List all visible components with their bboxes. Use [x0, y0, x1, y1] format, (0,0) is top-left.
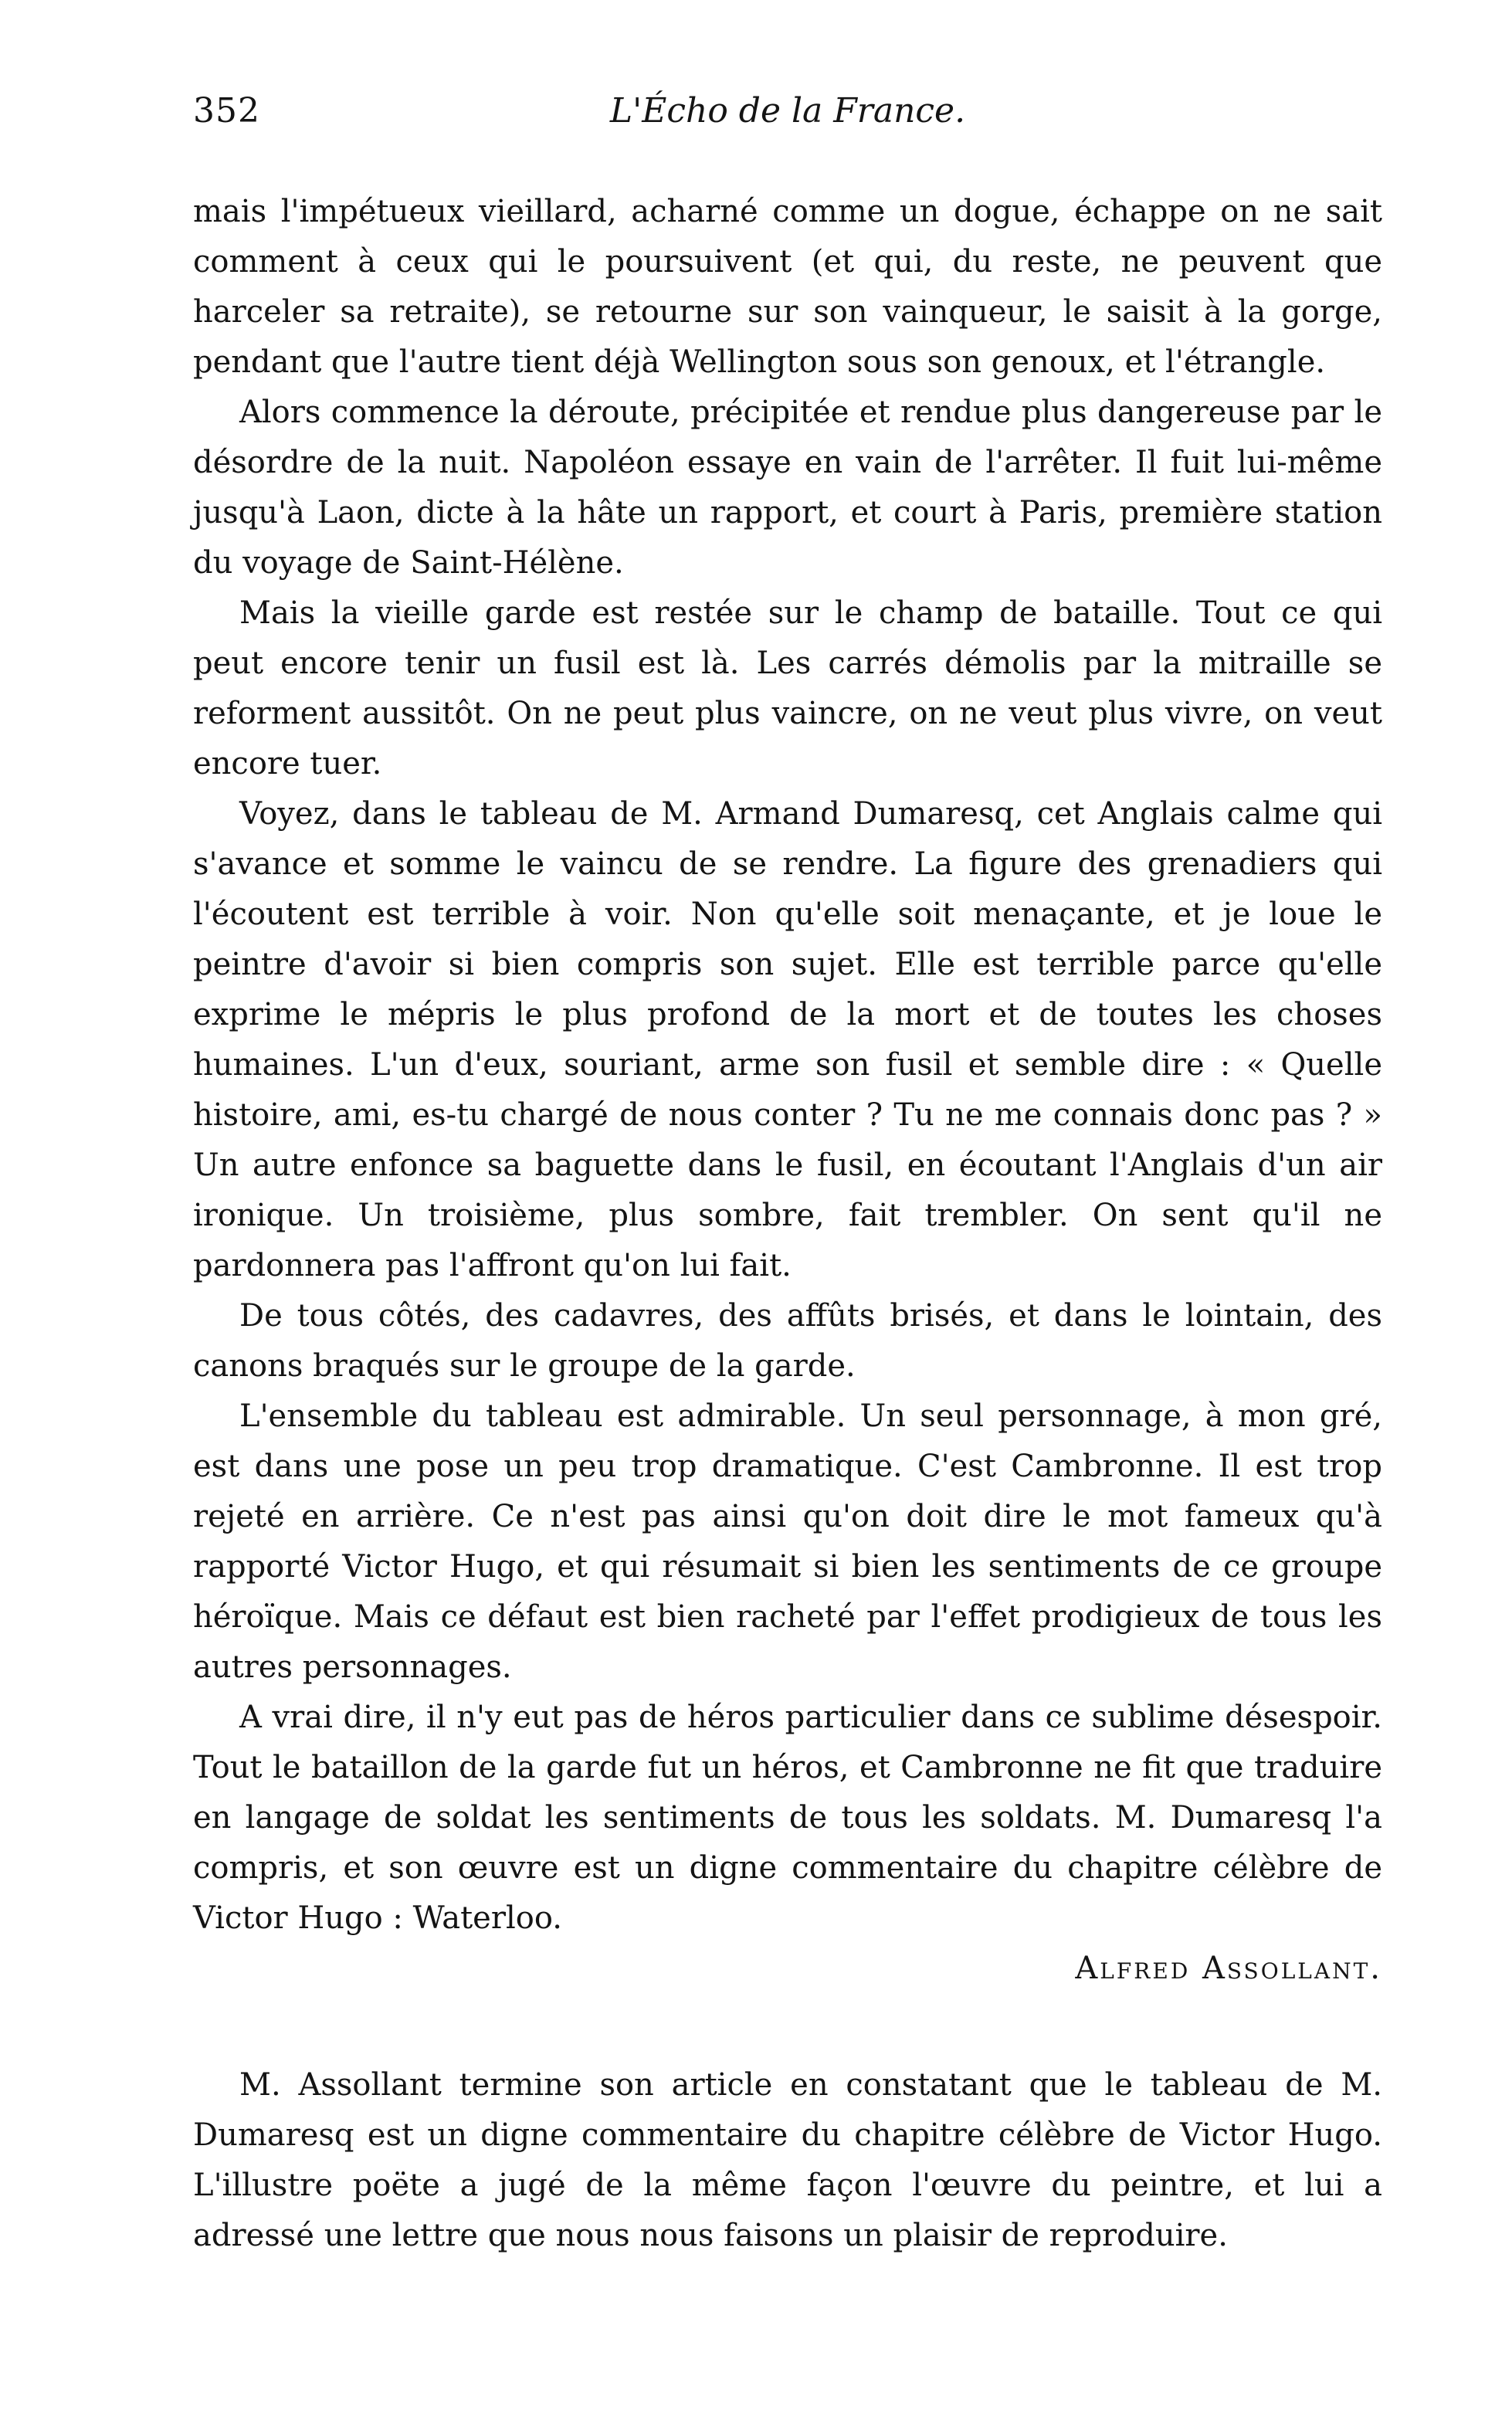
paragraph: mais l'impétueux vieillard, acharné comme un dogue, échappe on ne sait comment à ceux qui le poursuivent (et qui, du reste, ne peuvent que harceler sa retraite), se retourne sur son vainqueur, le saisit à la gorge, pendant que l'autre tient déjà Wellington sous son genoux, et l'étrangle.	[193, 194, 1382, 380]
page-header	[193, 91, 1382, 145]
paragraph: Alors commence la déroute, précipitée et rendue plus dangereuse par le désordre de la nuit. Napoléon essaye en vain de l'arrêter. Il fuit lui-même jusqu'à Laon, dicte à la hâte un rapport, et court à Paris, première station du voyage de Saint-Hélène.	[193, 395, 1382, 581]
body-text	[193, 187, 1382, 2261]
page-number: 352	[193, 91, 260, 131]
running-title: L'Écho de la France.	[609, 91, 966, 131]
paragraph: Mais la vieille garde est restée sur le champ de bataille. Tout ce qui peut encore tenir un fusil est là. Les carrés démolis par la mitraille se reforment aussitôt. On ne peut plus vaincre, on ne veut plus vivre, on veut encore tuer.	[193, 595, 1382, 781]
closing-paragraph: M. Assollant termine son article en constatant que le tableau de M. Dumaresq est un digne commentaire du chapitre célèbre de Victor Hugo. L'illustre poëte a jugé de la même façon l'œuvre du peintre, et lui a adressé une lettre que nous nous faisons un plaisir de reproduire.	[193, 2067, 1382, 2253]
author-signature: Alfred Assollant.	[1075, 1951, 1382, 1986]
paragraph: A vrai dire, il n'y eut pas de héros particulier dans ce sublime désespoir. Tout le bataillon de la garde fut un héros, et Cambronne ne fit que traduire en langage de soldat les sentiments de tous les soldats. M. Dumaresq l'a compris, et son œuvre est un digne commentaire du chapitre célèbre de Victor Hugo : Waterloo.	[193, 1700, 1382, 1936]
section-gap	[193, 1994, 1382, 2060]
paragraph: De tous côtés, des cadavres, des affûts brisés, et dans le lointain, des canons braqués sur le groupe de la garde.	[193, 1298, 1382, 1384]
paragraph: Voyez, dans le tableau de M. Armand Dumaresq, cet Anglais calme qui s'avance et somme le vaincu de se rendre. La figure des grenadiers qui l'écoutent est terrible à voir. Non qu'elle soit menaçante, et je loue le peintre d'avoir si bien compris son sujet. Elle est terrible parce qu'elle exprime le mépris le plus profond de la mort et de toutes les choses humaines. L'un d'eux, souriant, arme son fusil et semble dire : « Quelle histoire, ami, es-tu chargé de nous conter ? Tu ne me connais donc pas ? » Un autre enfonce sa baguette dans le fusil, en écoutant l'Anglais d'un air ironique. Un troisième, plus sombre, fait trembler. On sent qu'il ne pardonnera pas l'affront qu'on lui fait.	[193, 796, 1382, 1283]
paragraph: L'ensemble du tableau est admirable. Un seul personnage, à mon gré, est dans une pose un peu trop dramatique. C'est Cambronne. Il est trop rejeté en arrière. Ce n'est pas ainsi qu'on doit dire le mot fameux qu'à rapporté Victor Hugo, et qui résumait si bien les sentiments de ce groupe héroïque. Mais ce défaut est bien racheté par l'effet prodigieux de tous les autres personnages.	[193, 1398, 1382, 1685]
